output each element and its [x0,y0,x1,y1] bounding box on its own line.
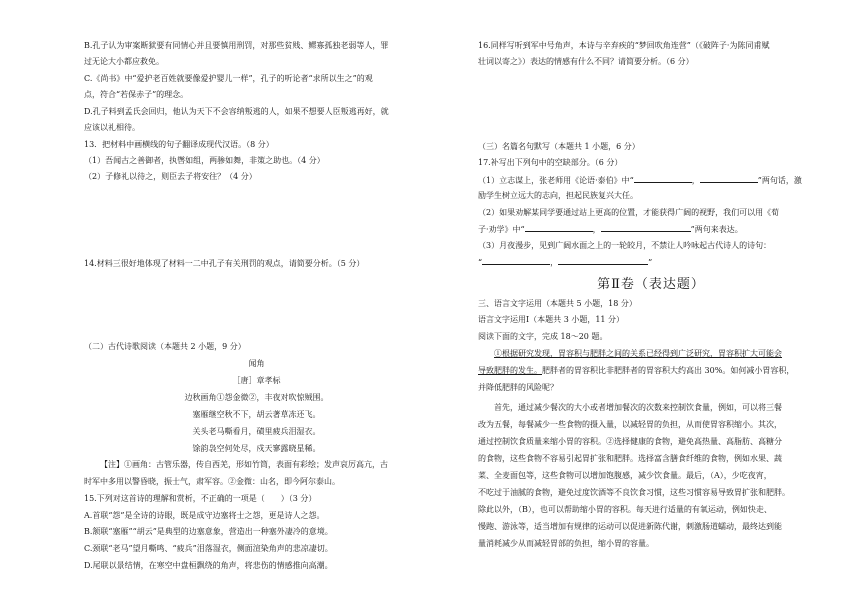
option-c-line2: 点，符合“若保赤子”的理念。 [84,90,189,99]
para2-line7: 除此以外，（B），也可以帮助缩小胃的容积。每天进行适量的有氧运动，例如快走、 [478,505,772,514]
option-d-line1: D.孔子料到孟氏会回归，他认为天下不会容纳叛逃的人，如果不想要人臣叛逃再好，就 [84,107,389,116]
answer-blank[interactable] [525,223,593,232]
para2-line8: 慢跑、游泳等，适当增加有规律的运动可以促进新陈代谢，刺激肠道蠕动，最终达到能 [478,522,782,531]
para2-line2: 改为五餐，每餐减少一些食物的摄入量，以减轻胃的负担，从而使胃容积缩小。其次， [478,420,782,429]
q15-option-a: A.首联“怨”是全诗的诗眼，既是成守边塞将士之怨，更是诗人之怨。 [84,511,325,520]
q17-item2-line1: （2）如果劝解某同学要通过站上更高的位置，才能获得广阔的视野，我们可以用《荀 [478,208,780,217]
q13-item-2: （2）子修礼以待之，则臣去子将安往？（4 分） [84,172,257,181]
option-c-line1: C.《尚书》中“爱护老百姓就要像爱护婴儿一样”，孔子的听论者“求所以生之”的观 [84,74,373,83]
part2-title: 第Ⅱ卷（表达题） [597,277,705,292]
q13-title: 13．把材料中画横线的句子翻译成现代汉语。（8 分） [84,140,274,149]
answer-blank[interactable] [700,174,758,183]
option-d-line2: 应该以礼相待。 [84,123,140,132]
poem-title: 闻角 [248,359,265,368]
q15-title: 15.下列对这首诗的理解和赏析，不正确的一项是（ ）（3 分） [84,494,317,503]
q17-title: 17.补写出下列句中的空缺部分。（6 分） [478,158,623,167]
para1-line1: ①根据研究发现，胃容积与肥胖之间的关系已经得到广泛研究，胃容积扩大可能会 [494,349,782,358]
para2-line3: 通过控制饮食质量来缩小胃的容积。②选择健康的食物，避免高热量、高脂肪、高糖分 [478,437,782,446]
answer-blank[interactable] [601,223,691,232]
answer-blank[interactable] [634,174,692,183]
q16-line2: 壮词以寄之》）表达的情感有什么不同？请简要分析。（6 分） [478,57,694,66]
answer-blank[interactable] [558,256,648,265]
q13-item-1: （1）吾闻古之善御者，执辔如组，两骖如舞，非策之助也。（4 分） [84,156,325,165]
q17-item3-line2: “ ， ” [478,258,653,267]
para2-line1: 首先，通过减少餐次的大小或者增加餐次的次数来控制饮食量，例如，可以将三餐 [494,403,782,412]
section3-title: 三、语言文字运用（本题共 5 小题，18 分） [478,299,637,308]
poem-line-1: 边秋画角①怨金微②，丰夜对吹惊贼围。 [184,393,329,402]
q15-option-d: D.尾联以景结情，在寒空中盘桓飘绕的角声，将悲伤的情感推向高潮。 [84,561,333,570]
reading-intro: 阅读下面的文字，完成 18～20 题。 [478,332,608,341]
q17-item1-line2: 励学生树立远大的志向，担起民族复兴大任。 [478,191,638,200]
para2-line5: 菜、全麦面包等，这些食物可以增加饱腹感，减少饮食量。最后，（A），少吃夜宵， [478,471,772,480]
section3a-title: 语言文字运用Ⅰ（本题共 3 小题，11 分） [478,315,625,324]
q17-item3-line1: （3）月夜漫步，见到广阔水面之上的一轮皎月，不禁让人吟咏起古代诗人的诗句： [478,241,772,250]
para1-line3: 并降低肥胖的风险呢？ [478,383,558,392]
poem-note-line2: 时军中多用以警昏晓，振士气，肃军容。②金微：山名，即今阿尔泰山。 [84,477,340,486]
para2-line6: 不吃过于油腻的食物，避免过度饮酒等不良饮食习惯，这些习惯容易导致胃扩张和肥胖。 [478,488,790,497]
poetry-section-title: （二）古代诗歌阅读（本题共 2 小题，9 分） [84,342,246,351]
poem-note-line1: 【注】①画角：古管乐器，传自西羌，形如竹筒，表面有彩绘；发声哀厉高亢，古 [100,460,388,469]
q17-item1-line1: （1）立志谋上，张老师用《论语·泰伯》中“ ， ”两句话，激 [478,176,802,185]
poem-line-2: 塞雁继空秋不下，胡云著草冻还飞。 [192,410,321,419]
q16-line1: 16.同样写听到军中号角声，本诗与辛弃疾的“梦回吹角连营”（《破阵子·为陈同甫赋 [478,41,770,50]
poem-line-3: 关头老马嘶看月，磧里疲兵泪湿衣。 [192,427,321,436]
recite-section-title: （三）名篇名句默写（本题共 1 小题，6 分） [478,142,640,151]
answer-blank[interactable] [482,256,550,265]
para1-line2: 导致肥胖的发生。肥胖者的胃容积比非肥胖者的胃容积大约高出 30%。如何减小胃容积， [478,366,795,375]
option-b-line1: B.孔子认为审案断狱要有同情心并且要慎用刑罚，对那些贫贱、鳏寡孤独老弱等人，罪 [84,41,389,50]
q15-option-c: C.颈联“老马”望月嘶鸣、“疲兵”泪落湿衣，侧面渲染角声的悲凉凄切。 [84,544,333,553]
q14-question: 14.材料三很好地体现了材料一二中孔子有关刑罚的观点，请简要分析。（5 分） [84,259,365,268]
para2-line4: 的食物，这些食物不容易引起胃扩张和肥胖。选择富含膳食纤维的食物，例如水果、蔬 [478,454,782,463]
para2-line9: 量消耗减少从而减轻胃部的负担，缩小胃的容量。 [478,539,654,548]
poem-line-4: 馀韵袅空何处尽，戍天寥露晓星稀。 [192,444,321,453]
q15-option-b: B.颔联“塞雁”“胡云”是典型的边塞意象，营造出一种塞外凄冷的意境。 [84,527,333,536]
option-b-line2: 过无论大小都应救免。 [84,57,164,66]
q17-item2-line2: 子·劝学》中“ ， ”两句来表达。 [478,225,743,234]
poem-author: ［唐］章孝标 [232,376,281,385]
